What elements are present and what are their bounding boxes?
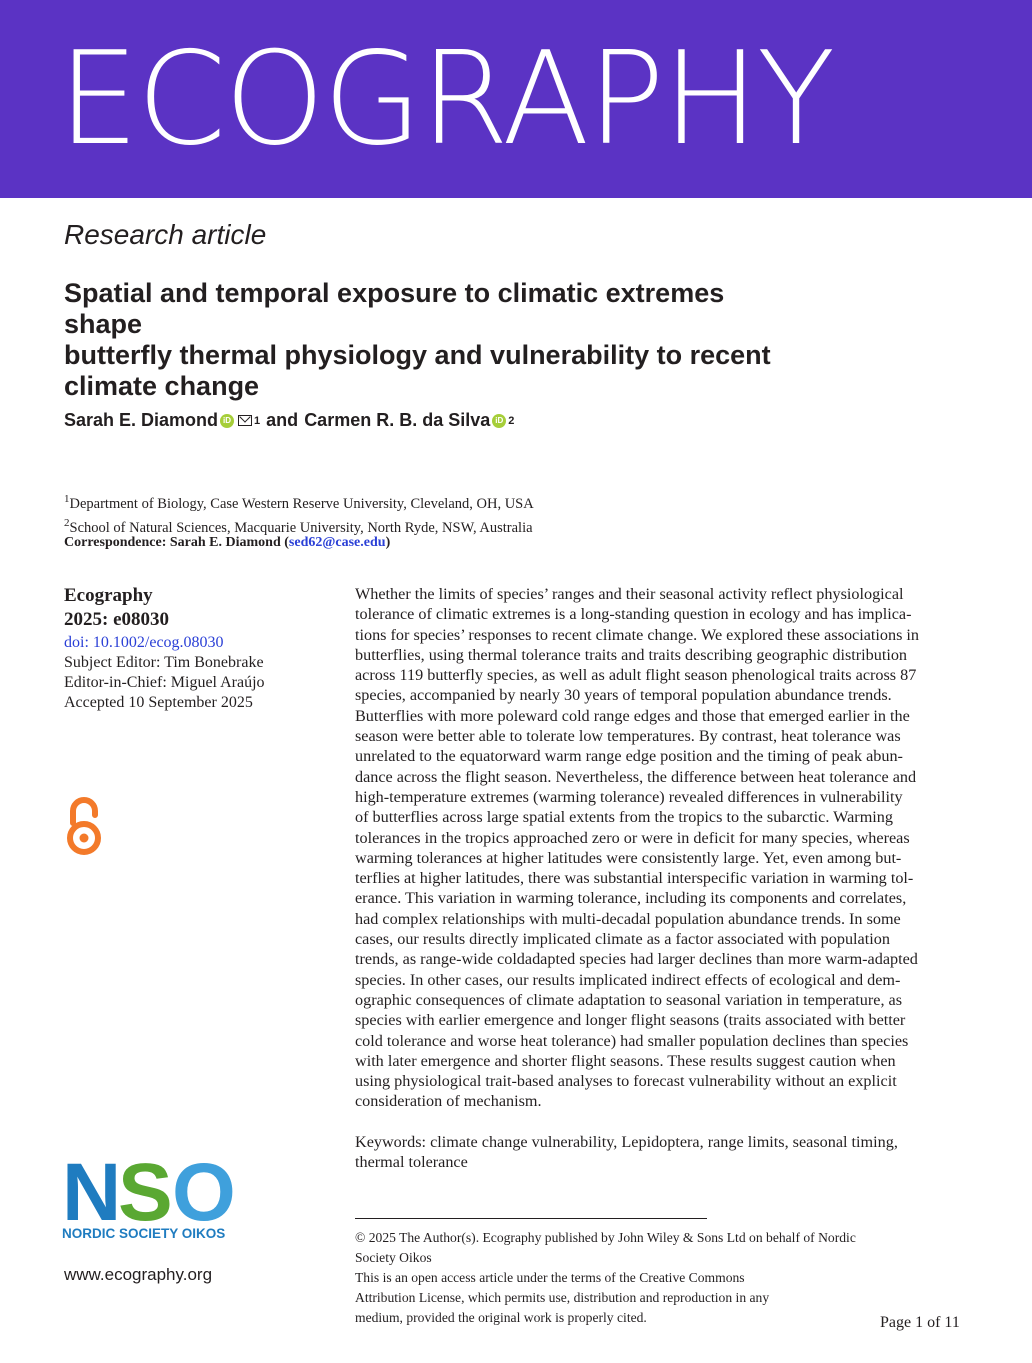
logo-letter-n: N (62, 1152, 122, 1238)
abstract-line: species with earlier emergence and longer flight seasons (traits associated with better (355, 1011, 906, 1030)
keywords-line: Keywords: climate change vulnerability, Lepidoptera, range limits, seasonal timing, (355, 1133, 898, 1151)
author-name[interactable]: Sarah E. Diamond (64, 410, 219, 430)
abstract-line: tolerance of climatic extremes is a long-standing question in ecology and has implica- (355, 605, 912, 624)
article-sidebar (64, 584, 324, 713)
orcid-icon[interactable]: iD (220, 414, 234, 428)
abstract-line: season were better able to tolerate low temperatures. By contrast, heat tolerance was (355, 727, 901, 746)
author-connector: and (266, 410, 299, 430)
abstract-line: erance. This variation in warming tolerance, including its components and correlates, (355, 889, 907, 908)
nordic-society-oikos-logo[interactable] (62, 1152, 252, 1252)
abstract-line: ographic consequences of climate adaptation to seasonal variation in temperature, as (355, 990, 903, 1009)
open-access-icon (64, 795, 104, 860)
website-link[interactable]: www.ecography.org (64, 1265, 213, 1284)
journal-banner (0, 0, 1032, 198)
author-affiliation-marker: 2 (508, 414, 515, 427)
orcid-icon[interactable]: iD (492, 414, 506, 428)
abstract-line: Whether the limits of species’ ranges and their seasonal activity reflect physiological (355, 585, 904, 603)
abstract-line: consideration of mechanism. (355, 1092, 542, 1111)
copyright-line: Attribution License, which permits use, distribution and reproduction in any (355, 1290, 770, 1305)
abstract-line: species. In other cases, our results implicated indirect effects of ecological and dem- (355, 970, 901, 989)
keywords-line: thermal tolerance (355, 1153, 468, 1172)
logo-letter-s: S (118, 1152, 173, 1238)
copyright-line: medium, provided the original work is properly cited. (355, 1310, 647, 1325)
title-line: Spatial and temporal exposure to climatic extremes shape (64, 278, 725, 339)
editor-in-chief: Editor-in-Chief: Miguel Araújo (64, 674, 265, 691)
subject-editor: Subject Editor: Tim Bonebrake (64, 654, 264, 671)
keywords (355, 1132, 965, 1173)
abstract-line: across 119 butterfly species, as well as adult flight season phenological traits across 87 (355, 666, 917, 685)
journal-name: Ecography (64, 585, 153, 606)
abstract-line: had complex relationships with multi-decadal population abundance trends. In some (355, 909, 901, 928)
abstract-line: warming tolerances at higher latitudes were consistently large. Yet, even among but- (355, 848, 902, 867)
affiliation-text: Department of Biology, Case Western Reserve University, Cleveland, OH, USA (69, 495, 534, 512)
accepted-date: Accepted 10 September 2025 (64, 694, 253, 711)
correspondence-close: ) (385, 535, 391, 550)
affiliation (64, 490, 534, 514)
logo-letter-o: O (172, 1152, 236, 1238)
abstract-line: cold tolerance and worse heat tolerance) had smaller population declines than species (355, 1031, 909, 1050)
article-title (64, 278, 784, 402)
doi-link[interactable]: doi: 10.1002/ecog.08030 (64, 634, 224, 651)
abstract-line: tions for species’ responses to recent climate change. We explored these associations in (355, 625, 920, 644)
copyright-line: This is an open access article under the terms of the Creative Commons (355, 1270, 745, 1285)
email-icon[interactable] (238, 415, 252, 426)
author-name[interactable]: Carmen R. B. da Silva (304, 410, 491, 430)
abstract-line: tolerances in the tropics approached zero or were in deficit for many species, whereas (355, 828, 910, 847)
abstract-line: terflies at higher latitudes, there was substantial interspecific variation in warming tol- (355, 869, 914, 888)
author-list (64, 410, 514, 431)
affiliations (64, 490, 534, 538)
abstract (355, 584, 965, 1112)
journal-banner-title: ECOGRAPHY (58, 25, 834, 174)
affiliation-number: 2 (64, 516, 70, 529)
affiliation-text: School of Natural Sciences, Macquarie University, North Ryde, NSW, Australia (69, 519, 533, 536)
author-affiliation-marker: 1 (254, 414, 261, 427)
abstract-line: dance across the flight season. Nevertheless, the difference between heat tolerance and (355, 767, 917, 786)
article-type: Research article (64, 219, 267, 250)
abstract-line: using physiological trait-based analyses to forecast vulnerability without an explicit (355, 1072, 897, 1091)
abstract-line: trends, as range-wide coldadapted species had larger declines than more warm-adapted (355, 950, 918, 969)
correspondence-email-link[interactable]: sed62@case.edu (288, 535, 386, 550)
correspondence (64, 535, 390, 551)
title-line: climate change (64, 371, 260, 401)
abstract-line: butterflies, using thermal tolerance traits and traits describing geographic distribution (355, 645, 908, 664)
abstract-line: unrelated to the equatorward warm range edge position and the timing of peak abun- (355, 747, 903, 766)
volume-id: 2025: e08030 (64, 609, 170, 630)
page-number: Page 1 of 11 (880, 1314, 960, 1331)
copyright-notice (355, 1228, 955, 1328)
affiliation-number: 1 (64, 493, 70, 505)
abstract-line: with later emergence and shorter flight seasons. These results suggest caution when (355, 1051, 896, 1070)
copyright-line: Society Oikos (355, 1250, 432, 1265)
copyright-line: © 2025 The Author(s). Ecography published by John Wiley & Sons Ltd on behalf of Nordic (355, 1230, 856, 1245)
correspondence-label: Correspondence: Sarah E. Diamond ( (64, 535, 289, 550)
abstract-line: cases, our results directly implicated climate as a factor associated with population (355, 930, 890, 949)
footnote-divider (355, 1218, 707, 1219)
logo-caption: NORDIC SOCIETY OIKOS (62, 1226, 226, 1241)
abstract-line: high-temperature extremes (warming tolerance) revealed differences in vulnerability (355, 787, 903, 806)
abstract-line: species, accompanied by nearly 30 years of temporal population abundance trends. (355, 686, 892, 705)
title-line: butterfly thermal physiology and vulnerability to recent (64, 340, 771, 370)
abstract-line: Butterflies with more poleward cold range edges and those that emerged earlier in the (355, 706, 910, 725)
abstract-line: of butterflies across large spatial extents from the tropics to the subarctic. Warming (355, 808, 893, 827)
